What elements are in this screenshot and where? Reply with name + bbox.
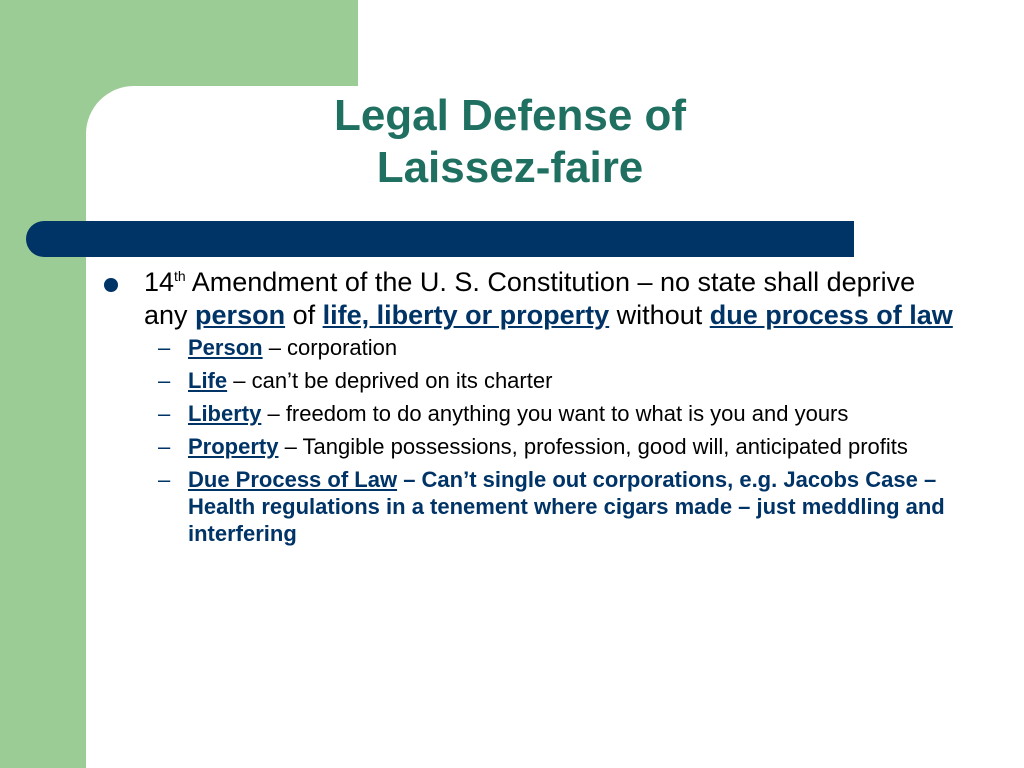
definition-property: – Tangible possessions, profession, good will, anticipated profits <box>278 434 908 459</box>
bullet-text-1: Amendment of the U. S. Constitution – no state shall deprive any <box>144 267 916 330</box>
term-property: Property <box>188 434 279 459</box>
amendment-number: 14 <box>144 267 175 297</box>
slide-title <box>230 90 790 194</box>
term-due-process: Due Process of Law <box>188 467 398 492</box>
main-bullet <box>104 266 964 332</box>
keyword-life-liberty-property: life, liberty or property <box>322 300 610 330</box>
dash-bullet-icon: – <box>158 401 171 426</box>
keyword-due-process: due process of law <box>709 300 953 330</box>
sub-bullet-property <box>158 433 964 460</box>
title-line-2: Laissez-faire <box>376 143 644 192</box>
top-white-area <box>358 0 1024 90</box>
dash-bullet-icon: – <box>158 368 171 393</box>
sub-bullet-person <box>158 334 964 361</box>
definition-person: – corporation <box>262 335 398 360</box>
title-line-1: Legal Defense of <box>333 91 687 140</box>
dash-bullet-icon: – <box>158 434 171 459</box>
amendment-ordinal: th <box>174 268 186 284</box>
slide-body <box>104 266 964 553</box>
term-life: Life <box>188 368 228 393</box>
definition-liberty: – freedom to do anything you want to what is you and yours <box>261 401 849 426</box>
term-liberty: Liberty <box>188 401 262 426</box>
keyword-person: person <box>195 300 286 330</box>
bullet-dot-icon <box>104 278 118 292</box>
bullet-text-3: without <box>609 300 710 330</box>
sub-bullet-life <box>158 367 964 394</box>
definition-life: – can’t be deprived on its charter <box>227 368 553 393</box>
sub-bullet-liberty <box>158 400 964 427</box>
term-person: Person <box>188 335 263 360</box>
dash-bullet-icon: – <box>158 467 171 492</box>
bullet-text-2: of <box>285 300 323 330</box>
dash-bullet-icon: – <box>158 335 171 360</box>
definition-due-process: – Can’t single out corporations, e.g. Jacobs Case – Health regulations in a tenement where cigars made – just meddling and interfering <box>188 467 945 546</box>
sub-bullet-due-process <box>158 466 964 547</box>
sub-bullet-list <box>104 334 964 547</box>
title-divider-bar <box>26 221 854 257</box>
